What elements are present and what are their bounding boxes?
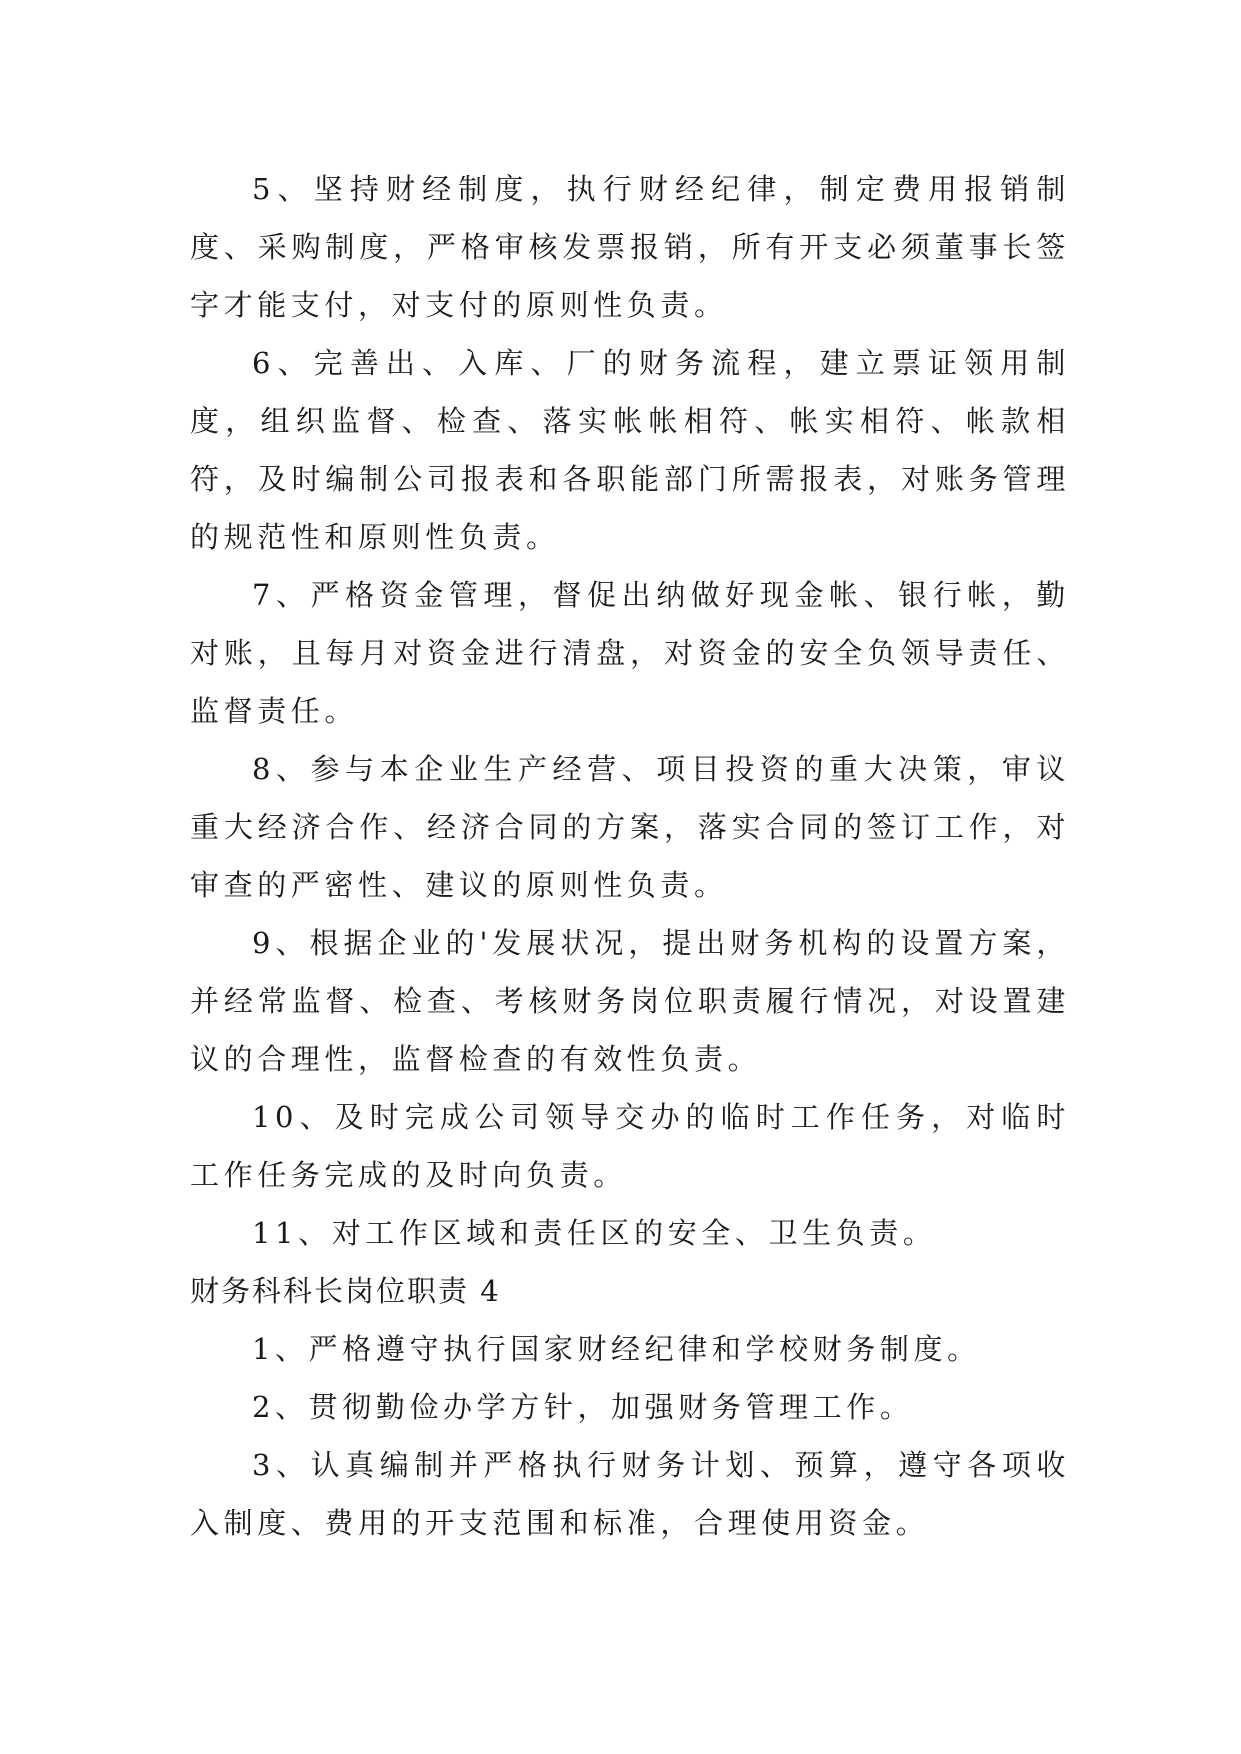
document-body: [190, 160, 1070, 1552]
paragraph-item-6: 6、完善出、入库、厂的财务流程，建立票证领用制度，组织监督、检查、落实帐帐相符、帐实相符、帐款相符，及时编制公司报表和各职能部门所需报表，对账务管理的规范性和原则性负责。: [190, 346, 1070, 554]
paragraph-item-10: 10、及时完成公司领导交办的临时工作任务，对临时工作任务完成的及时向负责。: [190, 1100, 1070, 1192]
paragraph-item-7: 7、严格资金管理，督促出纳做好现金帐、银行帐，勤对账，且每月对资金进行清盘，对资金的安全负领导责任、监督责任。: [190, 578, 1070, 728]
paragraph-item-8: 8、参与本企业生产经营、项目投资的重大决策，审议重大经济合作、经济合同的方案，落实合同的签订工作，对审查的严密性、建议的原则性负责。: [190, 752, 1070, 902]
paragraph-item-9: 9、根据企业的'发展状况，提出财务机构的设置方案，并经常监督、检查、考核财务岗位职责履行情况，对设置建议的合理性，监督检查的有效性负责。: [190, 926, 1070, 1076]
section-paragraph-2: 2、贯彻勤俭办学方针，加强财务管理工作。: [252, 1390, 914, 1424]
section-paragraph-1: 1、严格遵守执行国家财经纪律和学校财务制度。: [252, 1332, 981, 1366]
paragraph-item-5: 5、坚持财经制度，执行财经纪律，制定费用报销制度、采购制度，严格审核发票报销，所有开支必须董事长签字才能支付，对支付的原则性负责。: [190, 172, 1070, 322]
section-paragraph-3: 3、认真编制并严格执行财务计划、预算，遵守各项收入制度、费用的开支范围和标准，合理使用资金。: [190, 1448, 1070, 1540]
paragraph-item-11: 11、对工作区域和责任区的安全、卫生负责。: [252, 1216, 937, 1250]
section-heading: 财务科科长岗位职责 4: [190, 1274, 501, 1308]
